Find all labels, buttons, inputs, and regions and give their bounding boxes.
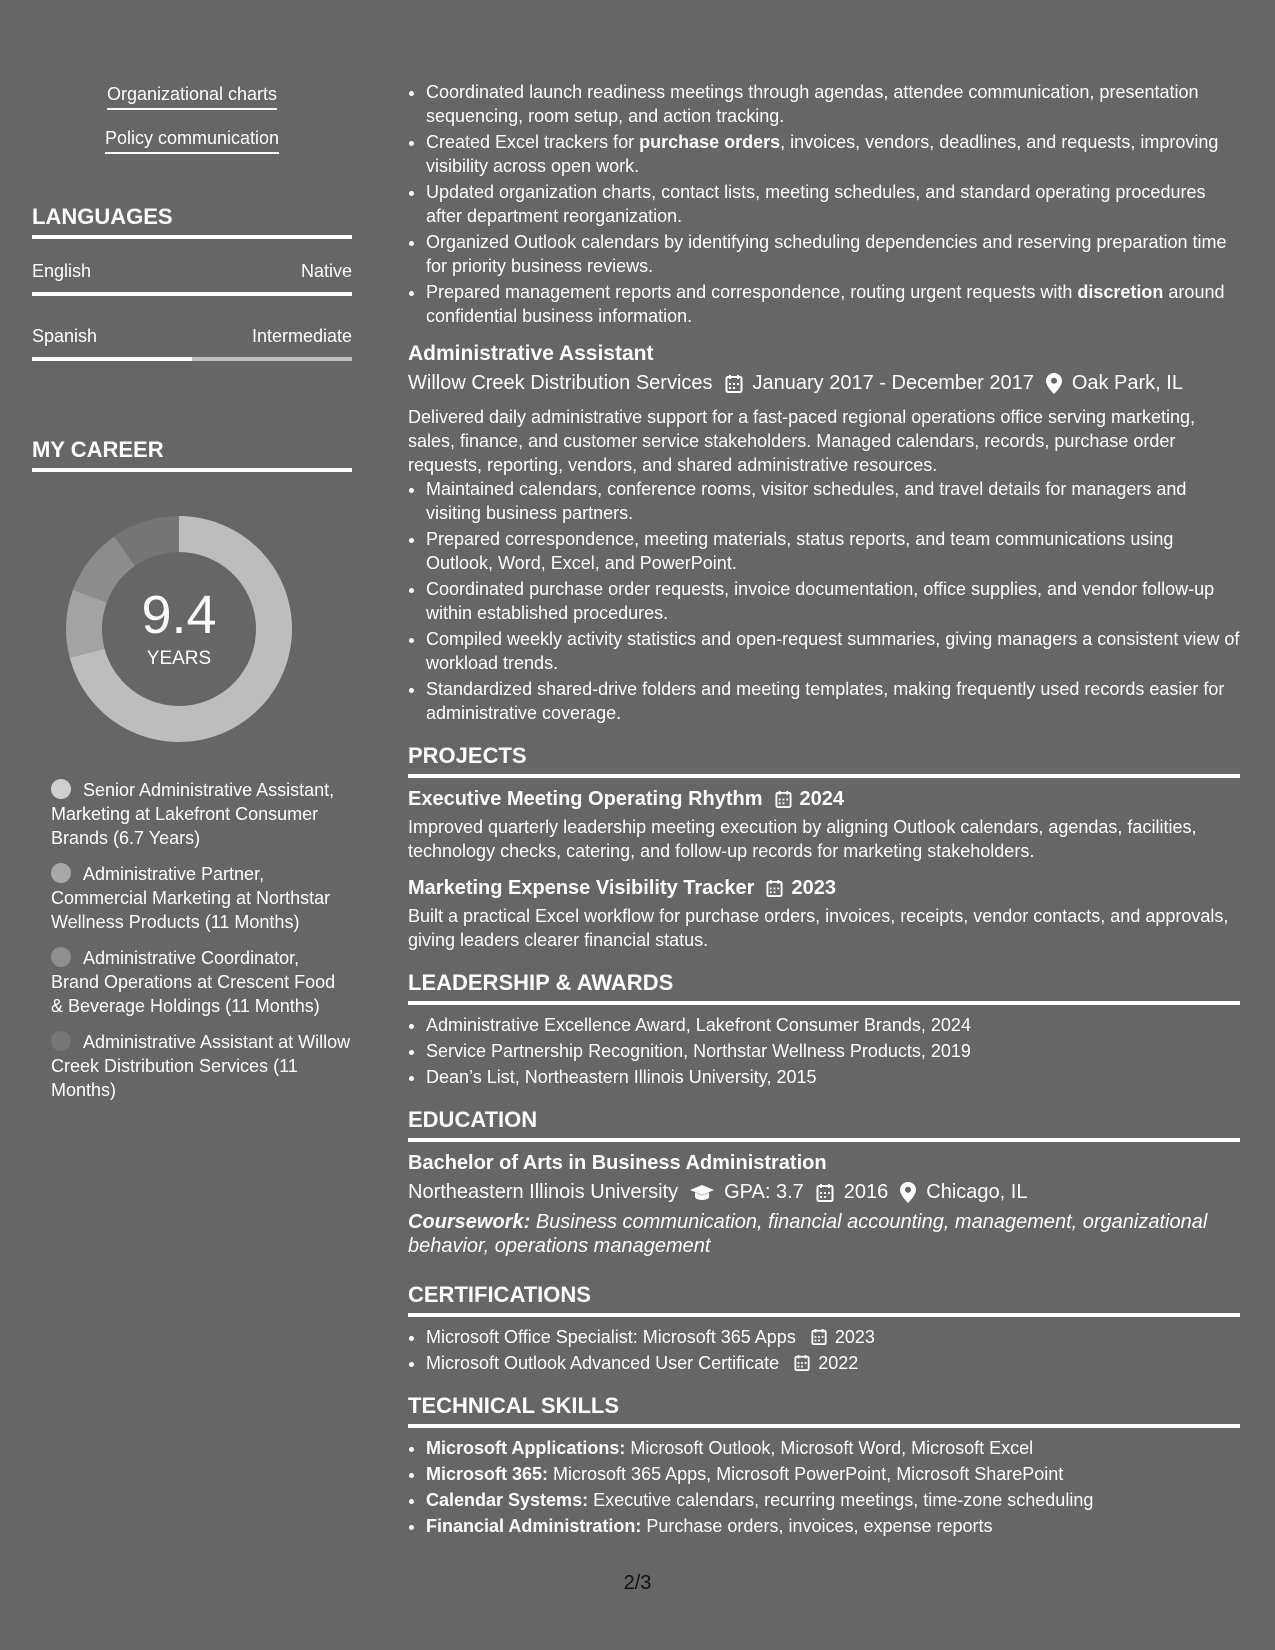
main-content [408, 80, 1240, 1540]
bullet-item: • Created Excel trackers for purchase orders, invoices, vendors, deadlines, and requests, improving visibility across open work. [426, 130, 1240, 178]
skill-tag-label: Policy communication [105, 128, 279, 154]
skill-value: Microsoft Outlook, Microsoft Word, Microsoft Excel [630, 1438, 1034, 1458]
skill-tag-label: Organizational charts [107, 84, 277, 110]
skill-tag [32, 128, 352, 154]
skill-item [426, 1488, 1240, 1512]
language-proficiency-fill [32, 292, 352, 296]
skill-item [426, 1436, 1240, 1460]
project-year: 2024 [799, 788, 845, 810]
education-heading: EDUCATION [408, 1107, 1240, 1142]
page-number: 2/3 [623, 1572, 652, 1594]
project-description: Improved quarterly leadership meeting execution by aligning Outlook calendars, agendas, facilities, technology checks, catering, and follow-up records for marketing stakeholders. [408, 817, 1197, 861]
career-heading: MY CAREER [32, 437, 352, 472]
job-location: Oak Park, IL [1071, 372, 1183, 394]
education-meta [408, 1181, 1240, 1204]
language-name: Spanish [32, 326, 98, 346]
calendar-icon [811, 1328, 827, 1346]
project-year: 2023 [791, 877, 836, 899]
skill-value: Executive calendars, recurring meetings, time-zone scheduling [593, 1490, 1094, 1510]
awards-list [408, 1013, 1240, 1089]
award-item: • Administrative Excellence Award, Lakefront Consumer Brands, 2024 [426, 1013, 1240, 1037]
calendar-icon [794, 1354, 810, 1372]
bullet-item: • Standardized shared-drive folders and meeting templates, making frequently used records easier for administrative coverage. [426, 677, 1240, 725]
bullet-item: • Coordinated launch readiness meetings through agendas, attendee communication, presentation sequencing, room setup, and action tracking. [426, 80, 1240, 128]
graduation-cap-icon [690, 1184, 714, 1202]
skill-item [426, 1462, 1240, 1486]
skills-list [408, 1436, 1240, 1538]
certification-year: 2023 [834, 1327, 875, 1347]
career-role-text: Administrative Partner, Commercial Marketing at Northstar Wellness Products (11 Months) [51, 864, 331, 932]
bullet-item: • Coordinated purchase order requests, invoice documentation, office supplies, and vendor follow-up within established procedures. [426, 577, 1240, 625]
career-total [66, 516, 292, 742]
languages-heading: LANGUAGES [32, 204, 352, 239]
project-name: Executive Meeting Operating Rhythm [408, 788, 763, 810]
degree-title: Bachelor of Arts in Business Administration [408, 1152, 827, 1174]
project-title [408, 877, 1240, 900]
bullet-item: • Compiled weekly activity statistics and open-request summaries, giving managers a consistent view of workload trends. [426, 627, 1240, 675]
job-dates: January 2017 - December 2017 [752, 372, 1034, 394]
legend-dot-icon [51, 863, 71, 883]
language-name: English [32, 261, 92, 281]
gpa: GPA: 3.7 [724, 1181, 804, 1203]
job-title: Administrative Assistant [408, 342, 654, 365]
bullet-item: • Updated organization charts, contact lists, meeting schedules, and standard operating procedures after department reorganization. [426, 180, 1240, 228]
skill-tag [32, 84, 352, 110]
coursework-text: Business communication, financial accounting, management, organizational behavior, operations management [408, 1211, 1208, 1257]
career-roles-list [32, 778, 352, 1102]
graduation-year: 2016 [843, 1181, 889, 1203]
project-title [408, 788, 1240, 811]
school-location: Chicago, IL [926, 1181, 1028, 1203]
skill-value: Microsoft 365 Apps, Microsoft PowerPoint, Microsoft SharePoint [553, 1464, 1064, 1484]
award-item: • Dean’s List, Northeastern Illinois University, 2015 [426, 1065, 1240, 1089]
job-summary: Delivered daily administrative support for a fast-paced regional operations office serving marketing, sales, finance, and customer service stakeholders. Managed calendars, records, purchase order requests, reporting, vendors, and shared administrative resources. [408, 407, 1196, 475]
certification-item [426, 1325, 1240, 1349]
awards-heading: LEADERSHIP & AWARDS [408, 970, 1240, 1005]
career-role-item [51, 946, 352, 1018]
career-total-unit: YEARS [146, 648, 212, 669]
skill-label: Microsoft Applications: [426, 1438, 626, 1458]
project-description: Built a practical Excel workflow for purchase orders, invoices, receipts, vendor contacts, and approvals, giving leaders clearer financial status. [408, 906, 1229, 950]
language-proficiency-bar [32, 357, 352, 361]
career-role-item [51, 1030, 352, 1102]
certifications-heading: CERTIFICATIONS [408, 1282, 1240, 1317]
legend-dot-icon [51, 1031, 71, 1051]
bullet-item: • Prepared management reports and correspondence, routing urgent requests with discretion around confidential business information. [426, 280, 1240, 328]
previous-job-bullets [408, 80, 1240, 328]
career-total-value: 9.4 [141, 585, 217, 645]
career-section [32, 437, 352, 1102]
skill-label: Microsoft 365: [426, 1464, 549, 1484]
career-role-text: Senior Administrative Assistant, Marketing at Lakefront Consumer Brands (6.7 Years) [51, 780, 335, 848]
bullet-item: • Prepared correspondence, meeting materials, status reports, and team communications using Outlook, Word, Excel, and PowerPoint. [426, 527, 1240, 575]
calendar-icon [775, 790, 792, 809]
award-item: • Service Partnership Recognition, Northstar Wellness Products, 2019 [426, 1039, 1240, 1063]
job-meta [408, 372, 1240, 395]
career-role-item [51, 778, 352, 850]
career-donut-chart [66, 516, 292, 742]
skill-item [426, 1514, 1240, 1538]
map-pin-icon [900, 1182, 916, 1203]
language-proficiency-fill [32, 357, 192, 361]
languages-section [32, 204, 352, 361]
project-name: Marketing Expense Visibility Tracker [408, 877, 755, 899]
skill-value: Purchase orders, invoices, expense reports [646, 1516, 993, 1536]
school-name: Northeastern Illinois University [408, 1181, 679, 1203]
skills-heading: TECHNICAL SKILLS [408, 1393, 1240, 1428]
certification-item [426, 1351, 1240, 1375]
job-company: Willow Creek Distribution Services [408, 372, 713, 394]
legend-dot-icon [51, 779, 71, 799]
certification-name: Microsoft Office Specialist: Microsoft 365 Apps [426, 1327, 796, 1347]
language-level: Intermediate [251, 326, 352, 346]
job-bullets [408, 477, 1240, 725]
calendar-icon [816, 1183, 834, 1203]
projects-heading: PROJECTS [408, 743, 1240, 778]
skill-label: Financial Administration: [426, 1516, 642, 1536]
language-row [32, 261, 352, 282]
bullet-item: • Organized Outlook calendars by identifying scheduling dependencies and reserving preparation time for priority business reviews. [426, 230, 1240, 278]
coursework [408, 1210, 1240, 1258]
career-role-item [51, 862, 352, 934]
language-row [32, 326, 352, 347]
certifications-list [408, 1325, 1240, 1375]
certification-year: 2022 [818, 1353, 859, 1373]
career-role-text: Administrative Assistant at Willow Creek Distribution Services (11 Months) [51, 1032, 351, 1100]
career-role-text: Administrative Coordinator, Brand Operations at Crescent Food & Beverage Holdings (11 Months) [51, 948, 336, 1016]
language-proficiency-bar [32, 292, 352, 296]
bullet-item: • Maintained calendars, conference rooms, visitor schedules, and travel details for managers and visiting business partners. [426, 477, 1240, 525]
calendar-icon [766, 879, 783, 898]
skill-label: Calendar Systems: [426, 1490, 589, 1510]
coursework-label: Coursework: [408, 1211, 531, 1233]
certification-name: Microsoft Outlook Advanced User Certificate [426, 1353, 780, 1373]
sidebar [32, 84, 352, 1114]
calendar-icon [725, 374, 743, 394]
map-pin-icon [1046, 373, 1062, 394]
language-level: Native [300, 261, 352, 281]
legend-dot-icon [51, 947, 71, 967]
